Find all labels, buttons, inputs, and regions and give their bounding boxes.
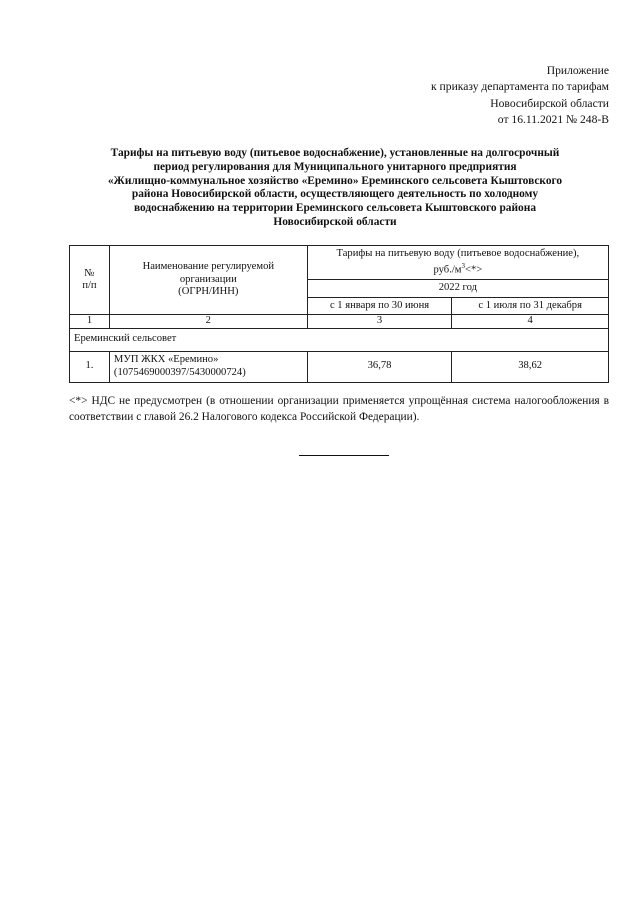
header-org-line: Наименование регулируемой (142, 261, 275, 273)
tariff-first-half-cell: 36,78 (307, 351, 452, 382)
title-line: Тарифы на питьевую воду (питьевое водоснабжение), установленные на долгосрочный (110, 147, 560, 159)
document-title (70, 147, 600, 230)
header-organization (109, 246, 307, 315)
header-number-symbol: № (84, 267, 95, 279)
organization-ids: (1075469000397/5430000724) (113, 366, 246, 378)
header-tariffs-footnote-ref: <*> (464, 264, 483, 276)
title-line: района Новосибирской области, осуществляющего деятельность по холодному (131, 188, 539, 201)
tariff-second-half-cell: 38,62 (452, 351, 609, 382)
organization-name: МУП ЖКХ «Еремино» (113, 354, 219, 366)
section-row: Ереминский сельсовет (70, 328, 609, 351)
header-tariffs-unit-power: 3 (461, 262, 465, 271)
header-year: 2022 год (307, 280, 608, 297)
appendix-header (431, 63, 609, 128)
appendix-order-ref: к приказу департамента по тарифам (431, 80, 609, 94)
title-line: период регулирования для Муниципального унитарного предприятия (153, 160, 517, 173)
header-period-second: с 1 июля по 31 декабря (452, 297, 609, 314)
organization-cell (109, 351, 307, 382)
row-number-cell: 1. (70, 351, 110, 382)
footnote: <*> НДС не предусмотрен (в отношении организации применяется упрощённая система налогообложения в соответствии с главой 26.2 Налогового кодекса Российской Федерации). (69, 395, 609, 423)
closing-divider (299, 455, 389, 456)
header-org-line: (ОГРН/ИНН) (178, 286, 239, 298)
column-index-cell: 2 (109, 315, 307, 328)
header-org-line: организации (179, 273, 237, 285)
appendix-order-date: от 16.11.2021 № 248-В (497, 112, 609, 126)
header-period-first: с 1 января по 30 июня (307, 297, 452, 314)
header-number-abbr: п/п (82, 280, 97, 292)
title-line: Новосибирской области (273, 215, 397, 228)
title-line: «Жилищно-коммунальное хозяйство «Еремино» Ереминского сельсовета Кыштовского (107, 174, 563, 187)
header-tariffs-unit: руб./м (433, 264, 462, 276)
header-row-number (70, 246, 110, 315)
appendix-region: Новосибирской области (490, 96, 609, 110)
column-index-cell: 1 (70, 315, 110, 328)
header-tariffs-title: Тарифы на питьевую воду (питьевое водоснабжение), (336, 248, 580, 259)
tariff-table (69, 245, 609, 383)
column-index-cell: 3 (307, 315, 452, 328)
header-tariffs (307, 246, 608, 280)
title-line: водоснабжению на территории Ереминского сельсовета Кыштовского района (133, 202, 537, 215)
appendix-label: Приложение (546, 64, 609, 77)
column-index-cell: 4 (452, 315, 609, 328)
table-row (70, 351, 609, 382)
